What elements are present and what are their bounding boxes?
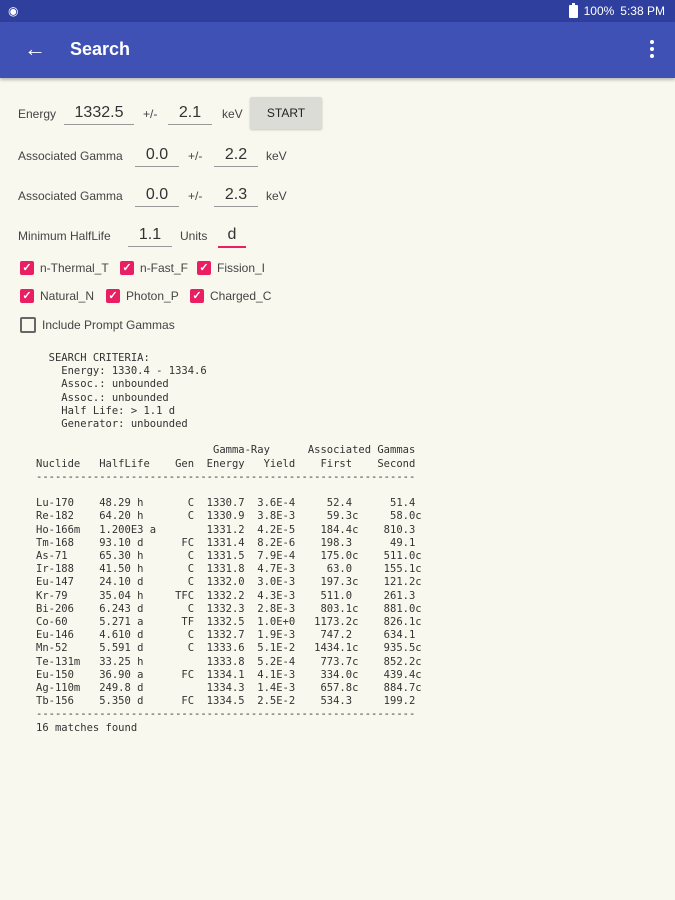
battery-level: 100%	[583, 4, 615, 18]
checkbox-label: n-Fast_F	[140, 261, 189, 275]
checkbox-include-prompt-gammas[interactable]	[20, 317, 175, 333]
checkbox-checked-icon: ✓	[20, 261, 34, 275]
units-label: Units	[180, 229, 208, 243]
checkbox-checked-icon: ✓	[106, 289, 120, 303]
overflow-menu-icon[interactable]	[647, 38, 657, 62]
status-bar	[0, 0, 675, 22]
checkbox-n-thermal[interactable]	[20, 261, 109, 275]
halflife-units-input[interactable]	[218, 224, 246, 248]
page-title: Search	[70, 39, 131, 59]
checkbox-checked-icon: ✓	[197, 261, 211, 275]
checkbox-label: Charged_C	[210, 289, 272, 303]
status-right	[569, 4, 665, 18]
min-halflife-input[interactable]	[128, 224, 172, 247]
assoc-gamma-2-label: Associated Gamma	[18, 189, 123, 203]
energy-input[interactable]	[64, 102, 134, 125]
assoc-gamma-2-plus-minus-label: +/-	[188, 189, 203, 203]
checkbox-n-fast[interactable]	[120, 261, 188, 275]
energy-plus-minus-label: +/-	[143, 107, 158, 121]
checkbox-checked-icon: ✓	[190, 289, 204, 303]
checkbox-label: n-Thermal_T	[40, 261, 109, 275]
checkbox-label: Include Prompt Gammas	[42, 318, 175, 332]
checkbox-checked-icon: ✓	[120, 261, 134, 275]
checkbox-label: Natural_N	[40, 289, 95, 303]
assoc-gamma-1-input[interactable]	[135, 144, 179, 167]
back-arrow-icon[interactable]: ←	[24, 36, 46, 61]
notification-icon: ◉	[8, 4, 19, 18]
checkbox-checked-icon: ✓	[20, 289, 34, 303]
energy-label: Energy	[18, 107, 57, 121]
assoc-gamma-1-unit-label: keV	[266, 149, 287, 163]
start-button[interactable]: START	[250, 97, 322, 129]
clock-time: 5:38 PM	[620, 4, 665, 18]
energy-unit-label: keV	[222, 107, 243, 121]
checkbox-unchecked-icon	[20, 317, 36, 333]
assoc-gamma-2-unit-label: keV	[266, 189, 287, 203]
assoc-gamma-1-label: Associated Gamma	[18, 149, 123, 163]
checkbox-label: Photon_P	[126, 289, 179, 303]
assoc-gamma-1-tolerance-input[interactable]	[214, 144, 258, 167]
energy-tolerance-input[interactable]	[168, 102, 212, 125]
min-halflife-label: Minimum HalfLife	[18, 229, 111, 243]
checkbox-photon[interactable]	[106, 289, 179, 303]
app-bar	[0, 22, 675, 78]
checkbox-label: Fission_I	[217, 261, 266, 275]
assoc-gamma-2-tolerance-input[interactable]	[214, 184, 258, 207]
checkbox-natural[interactable]	[20, 289, 94, 303]
assoc-gamma-1-plus-minus-label: +/-	[188, 149, 203, 163]
checkbox-fission[interactable]	[197, 261, 265, 275]
battery-icon	[569, 5, 578, 18]
search-results-text: SEARCH CRITERIA: Energy: 1330.4 - 1334.6 Assoc.: unbounded Assoc.: unbounded Half Life: > 1.1 d Generator: unbounded Gamma-Ray Associated Gammas Nuclide HalfLife Gen Energy Yield First Second ------------------------------------------------------------ Lu-170 48.29 h C 1330.7 3.6E-4 52.4 51.4 Re-182 64.20 h C 1330.9 3.8E-3 59.3c 58.0c Ho-166m 1.200E3 a 1331.2 4.2E-5 184.4c 810.3 Tm-168 93.10 d FC 1331.4 8.2E-6 198.3 49.1 As-71 65.30 h C 1331.5 7.9E-4 175.0c 511.0c Ir-188 41.50 h C 1331.8 4.7E-3 63.0 155.1c Eu-147 24.10 d C 1332.0 3.0E-3 197.3c 121.2c Kr-79 35.04 h TFC 1332.2 4.3E-3 511.0 261.3 Bi-206 6.243 d C 1332.3 2.8E-3 803.1c 881.0c Co-60 5.271 a TF 1332.5 1.0E+0 1173.2c 826.1c Eu-146 4.610 d C 1332.7 1.9E-3 747.2 634.1 Mn-52 5.591 d C 1333.6 5.1E-2 1434.1c 935.5c Te-131m 33.25 h 1333.8 5.2E-4 773.7c 852.2c Eu-150 36.90 a FC 1334.1 4.1E-3 334.0c 439.4c Ag-110m 249.8 d 1334.3 1.4E-3 657.8c 884.7c Tb-156 5.350 d FC 1334.5 2.5E-2 534.3 199.2 ------------------------------------------------------------ 16 matches found	[36, 352, 422, 734]
assoc-gamma-2-input[interactable]	[135, 184, 179, 207]
checkbox-charged[interactable]	[190, 289, 271, 303]
